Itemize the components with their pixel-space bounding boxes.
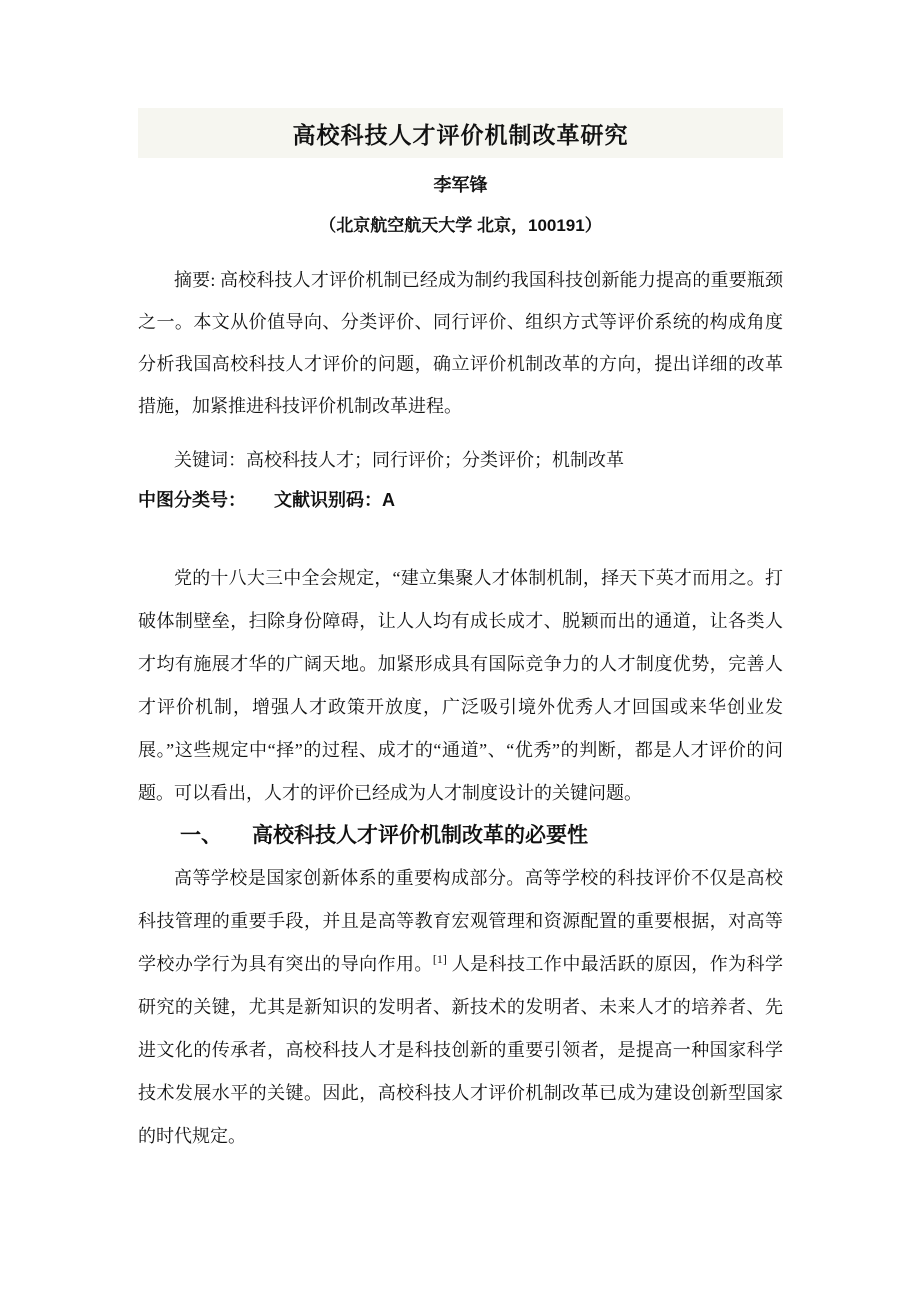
citation-ref-1: [1] (432, 952, 447, 966)
document-content (138, 0, 783, 1158)
classification-line (138, 481, 783, 519)
abstract-label: 摘要: (174, 270, 216, 290)
clc-label: 中图分类号： (138, 490, 246, 510)
section-1-text-after-ref: 人是科技工作中最活跃的原因，作为科学研究的关键，尤其是新知识的发明者、新技术的发明者、未来人才的培养者、先进文化的传承者，高校科技人才是科技创新的重要引领者，是提高一种国家科学技术发展水平的关键。因此，高校科技人才评价机制改革已成为建设创新型国家的时代规定。 (138, 954, 784, 1146)
keywords-line: 关键词：高校科技人才；同行评价；分类评价；机制改革 (174, 450, 624, 470)
intro-paragraph: 党的十八大三中全会规定，“建立集聚人才体制机制，择天下英才而用之。打破体制壁垒，扫除身份障碍，让人人均有成长成才、脱颖而出的通道，让各类人才均有施展才华的广阔天地。加紧形成具有国际竞争力的人才制度优势，完善人才评价机制，增强人才政策开放度，广泛吸引境外优秀人才回国或来华创业发展。”这些规定中“择”的过程、成才的“通道”、“优秀”的判断，都是人才评价的问题。可以看出，人才的评价已经成为人才制度设计的关键问题。 (138, 568, 783, 803)
title-highlight-block (138, 108, 783, 158)
abstract-text: 高校科技人才评价机制已经成为制约我国科技创新能力提高的重要瓶颈之一。本文从价值导向、分类评价、同行评价、组织方式等评价系统的构成角度分析我国高校科技人才评价的问题，确立评价机制改革的方向，提出详细的改革措施，加紧推进科技评价机制改革进程。 (138, 270, 783, 416)
section-1-title: 高校科技人才评价机制改革的必要性 (252, 824, 588, 847)
paper-title: 高校科技人才评价机制改革研究 (292, 121, 629, 148)
author-affiliation: （北京航空航天大学 北京，100191） (319, 216, 602, 235)
section-1-paragraph (138, 857, 783, 1158)
section-1-heading (138, 815, 783, 857)
document-code: 文献识别码：A (274, 490, 395, 510)
author-name: 李军锋 (433, 175, 488, 195)
section-1-number: 一、 (180, 824, 222, 847)
section-1-text-before-ref: 高等学校是国家创新体系的重要构成部分。高等学校的科技评价不仅是高校科技管理的重要手段，并且是高等教育宏观管理和资源配置的重要根据，对高等学校办学行为具有突出的导向作用。 (138, 868, 783, 974)
abstract-paragraph (138, 259, 783, 427)
